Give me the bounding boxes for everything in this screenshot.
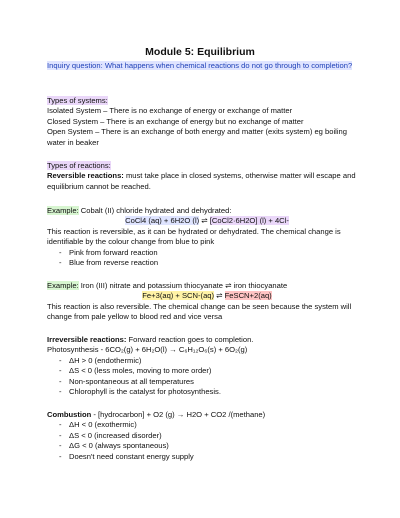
systems-section	[47, 96, 367, 148]
reactions-heading: Types of reactions:	[47, 161, 111, 170]
combustion-paragraph	[47, 410, 367, 420]
isolated-system-text: Isolated System – There is no exchange of energy or exchange of matter	[47, 106, 293, 116]
irreversible-bullets	[47, 356, 367, 398]
cobalt-bullets	[47, 248, 367, 269]
list-item: - Pink from forward reaction	[47, 248, 367, 258]
irreversible-label: Irreversible reactions:	[47, 335, 127, 344]
iron-description: This reaction is also reversible. The chemical change can be seen because the system will change from pale yellow to blood red and vice versa	[47, 301, 352, 322]
reversible-paragraph	[47, 171, 367, 192]
reactions-section	[47, 161, 367, 192]
list-item: - Doesn't need constant energy supply	[47, 452, 367, 462]
inquiry-question	[47, 61, 367, 71]
example-cobalt-title	[47, 206, 367, 216]
list-item: - ΔG < 0 (always spontaneous)	[47, 441, 367, 451]
closed-system-text: Closed System – There is an exchange of energy but no exchange of matter	[47, 116, 304, 126]
list-item: - ΔH < 0 (exothermic)	[47, 420, 367, 430]
combustion-text: - [hydrocarbon] + O2 (g) → H2O + CO2 /(methane)	[91, 410, 266, 419]
example-label: Example:	[47, 206, 79, 215]
reversible-text: must take place in closed systems, otherwise matter will escape and equilibrium cannot be reached.	[47, 171, 356, 191]
list-item: - Chlorophyll is the catalyst for photosynthesis.	[47, 387, 367, 397]
example-iron	[47, 281, 367, 323]
cobalt-equation-right: [CoCl2·6H2O] (l) + 4Cl-	[209, 216, 289, 226]
irreversible-text: Forward reaction goes to completion.	[126, 335, 254, 344]
inquiry-text: Inquiry question: What happens when chemical reactions do not go through to completion?	[47, 61, 353, 70]
example-cobalt-title-text: Cobalt (II) chloride hydrated and dehydrated:	[78, 206, 232, 215]
combustion-bullets	[47, 420, 367, 462]
combustion-label: Combustion	[47, 410, 92, 419]
list-item: - Non-spontaneous at all temperatures	[47, 377, 367, 387]
example-iron-title-text: Iron (III) nitrate and potassium thiocyanate ⇌ iron thiocyanate	[78, 281, 288, 290]
list-item: - ΔS < 0 (increased disorder)	[47, 431, 367, 441]
iron-equation-arrow: ⇌	[214, 291, 225, 301]
combustion-section	[47, 410, 367, 462]
irreversible-section	[47, 335, 367, 397]
list-item: - ΔS < 0 (less moles, moving to more order)	[47, 366, 367, 376]
iron-equation	[47, 291, 367, 301]
cobalt-description: This reaction is reversible, as it can be hydrated or dehydrated. The chemical change is identifiable by the colour change from blue to pink	[47, 226, 341, 247]
cobalt-equation-left: CoCl4 (aq) + 6H2O (l)	[125, 216, 200, 226]
example-iron-title	[47, 281, 367, 291]
systems-heading: Types of systems:	[47, 96, 108, 105]
list-item: - Blue from reverse reaction	[47, 258, 367, 268]
page-title: Module 5: Equilibrium	[145, 46, 255, 58]
example-cobalt	[47, 206, 367, 268]
iron-equation-right: FeSCN+2(aq)	[224, 291, 272, 301]
irreversible-paragraph	[47, 335, 367, 345]
iron-equation-left: Fe+3(aq) + SCN-(aq)	[142, 291, 215, 301]
reversible-label: Reversible reactions:	[47, 171, 124, 181]
open-system-text: Open System – There is an exchange of both energy and matter (exits system) eg boiling water in beaker	[47, 127, 347, 147]
photosynthesis-equation: Photosynthesis - 6CO₂(g) + 6H₂O(l) → C₆H₁₂O₆(s) + 6O₂(g)	[47, 345, 248, 355]
cobalt-equation	[47, 216, 367, 226]
list-item: - ΔH > 0 (endothermic)	[47, 356, 367, 366]
cobalt-equation-arrow: ⇌	[199, 216, 210, 226]
example-label: Example:	[47, 281, 79, 290]
